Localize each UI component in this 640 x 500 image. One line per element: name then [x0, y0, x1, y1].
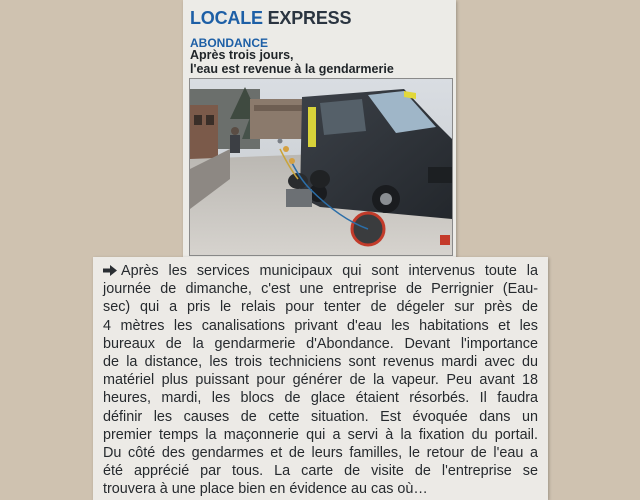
body-line: définir les causes de cette situation. Est évoquée dans un — [103, 408, 538, 425]
body-line: Après les services municipaux qui sont intervenus toute la — [103, 262, 538, 280]
photo-van-icon — [190, 79, 452, 255]
section-rubric — [190, 8, 351, 29]
article-body-clipping — [93, 257, 548, 500]
rubric-part2: EXPRESS — [267, 8, 352, 28]
body-line: de la distance, les trois techniciens sont revenus mardi avec du — [103, 353, 538, 370]
rubric-part1: LOCALE — [190, 8, 263, 28]
body-line: trouvera à une place bien en évidence au cas où… — [103, 481, 428, 498]
body-line: été apprécié par tous. La carte de visite de l'entreprise se — [103, 463, 538, 480]
body-line: Du côté des gendarmes et de leurs familles, le retour de l'eau a — [103, 444, 538, 461]
body-line: matériel plus puissant pour générer de la vapeur. Peu avant 18 — [103, 372, 538, 389]
body-line: sec) qui a pris le relais pour tenter de dégeler sur près de — [103, 299, 538, 316]
body-line: heures, mardi, les blocs de glace étaient résorbés. Il faudra — [103, 390, 538, 407]
arrow-right-icon — [103, 265, 117, 276]
body-line: premier temps la maçonnerie qui a servi à la fixation du portail. — [103, 426, 538, 443]
article-photo — [189, 78, 453, 256]
location-kicker: ABONDANCE — [190, 36, 268, 50]
article-body — [103, 262, 538, 498]
body-line: bureaux de la gendarmerie d'Abondance. Devant l'importance — [103, 335, 538, 352]
headline-line-1: Après trois jours, — [190, 48, 294, 62]
article-headline — [190, 49, 452, 76]
body-line: journée de dimanche, c'est une entreprise de Perrignier (Eau- — [103, 281, 538, 298]
article-header-clipping — [183, 0, 456, 262]
headline-line-2: l'eau est revenue à la gendarmerie — [190, 61, 394, 76]
body-line: 4 mètres les canalisations privant d'eau les habitations et les — [103, 317, 538, 334]
